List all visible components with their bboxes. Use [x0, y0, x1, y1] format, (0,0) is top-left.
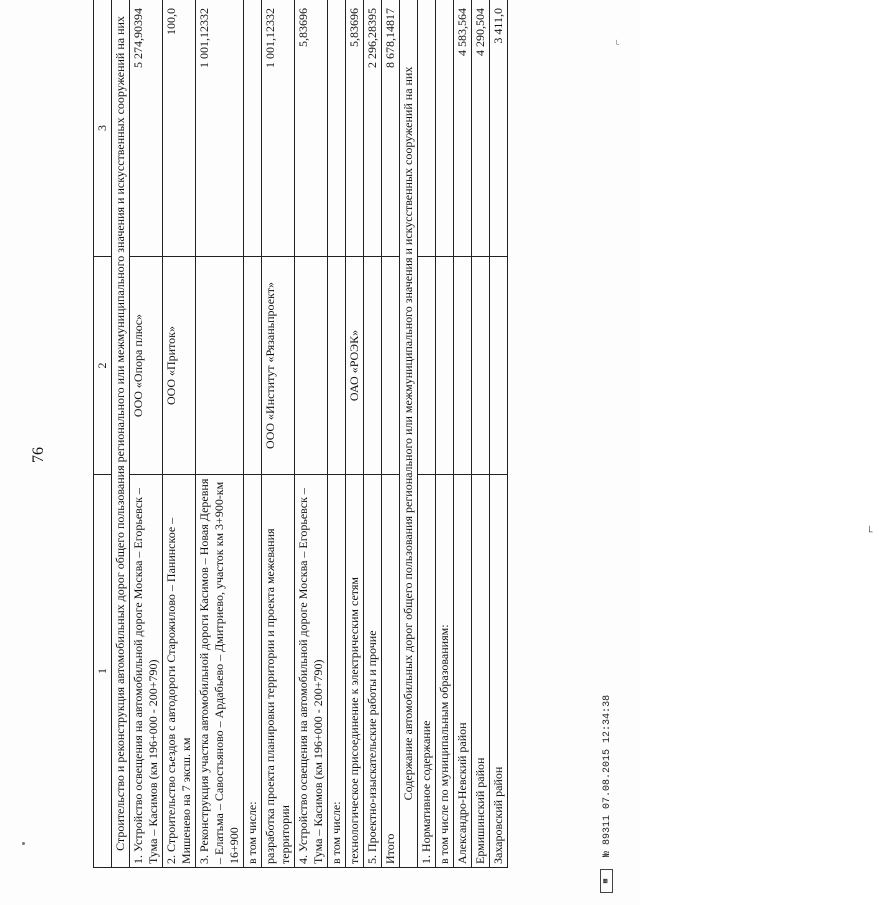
row-org-cell: [472, 257, 490, 475]
table-row: [436, 0, 454, 868]
header-cell-3: 3: [94, 0, 112, 257]
row-value-cell: 5,83696: [346, 0, 364, 257]
row-org-cell: [328, 257, 346, 475]
row-value-cell: [328, 0, 346, 257]
row-value-cell: 5 274,90394: [130, 0, 163, 257]
row-name-cell: Ермишинский район: [472, 475, 490, 868]
table-row: [196, 0, 244, 868]
section-row: [400, 0, 418, 868]
row-value-cell: [418, 0, 436, 257]
row-name-cell: технологическое присоединение к электрическим сетям: [346, 475, 364, 868]
row-value-cell: 4 290,504: [472, 0, 490, 257]
bracket-mark-icon: ⌐: [863, 525, 878, 533]
row-org-cell: [454, 257, 472, 475]
row-value-cell: 1 001,12332: [196, 0, 244, 257]
row-name-cell: 1. Устройство освещения на автомобильной дороге Москва – Егорьевск – Тума – Касимов (км 196+000 - 200+790): [130, 475, 163, 868]
row-org-cell: [295, 257, 328, 475]
stamp-number: № 89311: [602, 814, 614, 857]
row-name-cell: в том числе:: [244, 475, 262, 868]
row-org-cell: [418, 257, 436, 475]
row-name-cell: 1. Нормативное содержание: [418, 475, 436, 868]
header-row: [94, 0, 112, 868]
row-value-cell: 4 583,564: [454, 0, 472, 257]
section-row: [112, 0, 130, 868]
table-row: [364, 0, 382, 868]
section2-title: Содержание автомобильных дорог общего пользования регионального или межмуниципального значения и искусственных сооружений на них: [400, 0, 418, 868]
row-org-cell: ООО «Институт «Рязаньпроект»: [262, 257, 295, 475]
table-row: [328, 0, 346, 868]
table-row: [418, 0, 436, 868]
table-row: [472, 0, 490, 868]
row-name-cell: 2. Строительство съездов с автодороги Старожилово – Панинское – Мишенево на 7 эксш. км: [163, 475, 196, 868]
row-name-cell: разработка проекта планировки территории и проекта межевания территории: [262, 475, 295, 868]
row-org-cell: [382, 257, 400, 475]
row-name-cell: Александро-Невский район: [454, 475, 472, 868]
row-name-cell: 3. Реконструкция участка автомобильной дороги Касимов – Новая Деревня – Елатьма – Савостьяново – Ардабьево – Дмитриево, участок км 3+900-км 16+900: [196, 475, 244, 868]
row-value-cell: 1 001,12332: [262, 0, 295, 257]
row-org-cell: [490, 257, 508, 475]
table-row: [244, 0, 262, 868]
row-value-cell: [436, 0, 454, 257]
row-name-cell: 4. Устройство освещения на автомобильной дороге Москва – Егорьевск – Тума – Касимов (км 196+000 - 200+790): [295, 475, 328, 868]
row-org-cell: ООО «Приток»: [163, 257, 196, 475]
section1-title: Строительство и реконструкция автомобильных дорог общего пользования регионального или межмуниципального значения и искусственных сооружений на них: [112, 0, 130, 868]
table-row: [454, 0, 472, 868]
row-value-cell: 3 411,0: [490, 0, 508, 257]
row-name-cell: 5. Проектно-изыскательские работы и прочие: [364, 475, 382, 868]
page-number: 76: [30, 447, 47, 463]
table-row: [295, 0, 328, 868]
row-value-cell: [244, 0, 262, 257]
table-row: [490, 0, 508, 868]
row-org-cell: [436, 257, 454, 475]
row-org-cell: ОАО «РОЭК»: [346, 257, 364, 475]
table-row: [163, 0, 196, 868]
header-cell-2: 2: [94, 257, 112, 475]
registration-stamp: [600, 695, 613, 893]
table-row: [346, 0, 364, 868]
header-cell-1: 1: [94, 475, 112, 868]
corner-mark-icon: ⌐: [612, 39, 623, 45]
stamp-datetime: 07.08.2015 12:34:38: [602, 694, 614, 809]
row-value-cell: 5,83696: [295, 0, 328, 257]
stamp-logo-icon: ▦: [600, 869, 613, 893]
budget-table: [93, 0, 508, 868]
row-org-cell: ООО «Опора плюс»: [130, 257, 163, 475]
row-name-cell: Захаровский район: [490, 475, 508, 868]
row-value-cell: 8 678,14817: [382, 0, 400, 257]
row-org-cell: [196, 257, 244, 475]
table-row: [130, 0, 163, 868]
row-value-cell: 100,0: [163, 0, 196, 257]
row-org-cell: [364, 257, 382, 475]
scan-speck: [22, 842, 25, 845]
table-row: [262, 0, 295, 868]
row-name-cell: Итого: [382, 475, 400, 868]
row-name-cell: в том числе:: [328, 475, 346, 868]
table-row: [382, 0, 400, 868]
row-value-cell: 2 296,28395: [364, 0, 382, 257]
row-name-cell: в том числе по муниципальным образованиям:: [436, 475, 454, 868]
row-org-cell: [244, 257, 262, 475]
